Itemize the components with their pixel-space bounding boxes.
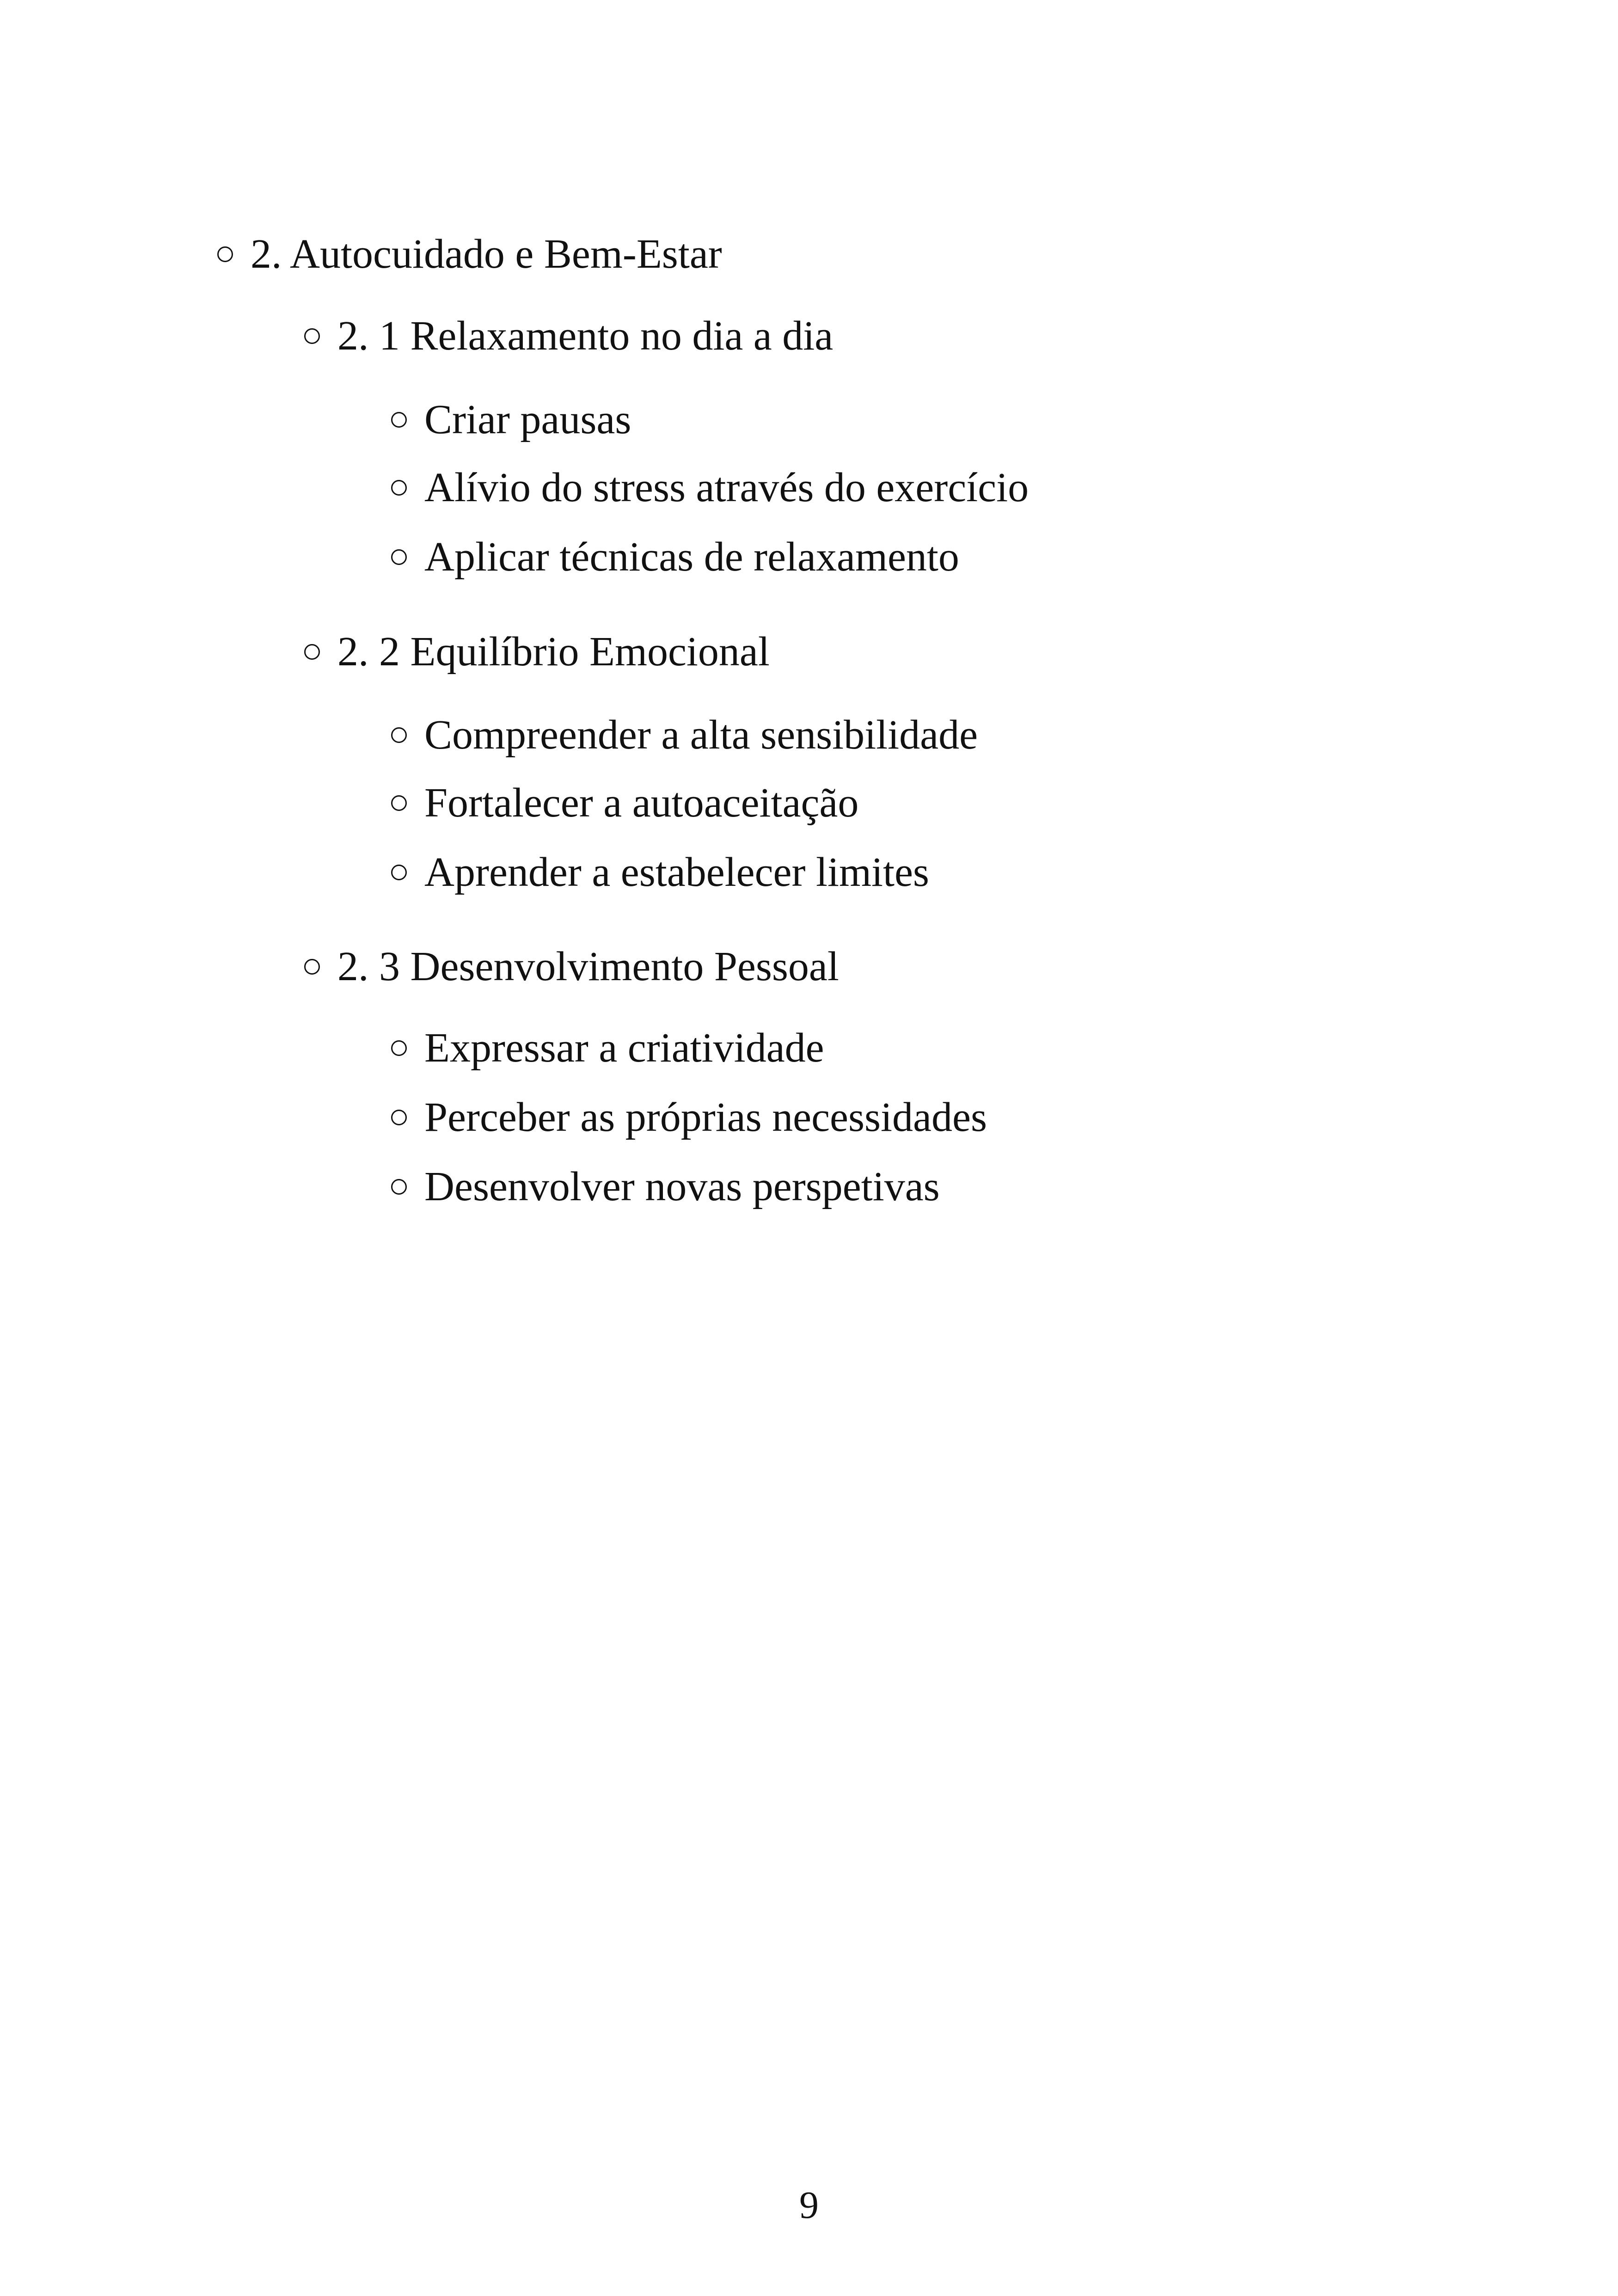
outline-section-label: 2. 2 Equilíbrio Emocional bbox=[337, 629, 770, 675]
outline-subitem-label: Perceber as próprias necessidades bbox=[424, 1094, 987, 1140]
circle-bullet-icon bbox=[391, 480, 407, 496]
outline-subitem bbox=[391, 1094, 987, 1140]
outline-subitem-label: Aplicar técnicas de relaxamento bbox=[424, 534, 959, 580]
circle-bullet-icon bbox=[391, 1040, 407, 1056]
circle-bullet-icon bbox=[304, 644, 320, 660]
outline-subitem-label: Fortalecer a autoaceitação bbox=[424, 780, 859, 826]
circle-bullet-icon bbox=[304, 959, 320, 975]
outline-section-label: 2. 1 Relaxamento no dia a dia bbox=[337, 313, 834, 359]
circle-bullet-icon bbox=[391, 1110, 407, 1125]
outline-section-label: 2. 3 Desenvolvimento Pessoal bbox=[337, 944, 839, 989]
outline-item-label: 2. Autocuidado e Bem-Estar bbox=[251, 231, 722, 277]
outline-subitem bbox=[391, 467, 1029, 509]
circle-bullet-icon bbox=[217, 246, 233, 262]
circle-bullet-icon bbox=[304, 328, 320, 344]
outline-subitem-label: Alívio do stress através do exercício bbox=[424, 465, 1029, 510]
outline-subitem-label: Compreender a alta sensibilidade bbox=[424, 712, 978, 758]
circle-bullet-icon bbox=[391, 727, 407, 743]
outline-section-heading bbox=[304, 315, 833, 357]
outline-subitem bbox=[391, 849, 929, 895]
outline-subitem bbox=[391, 714, 978, 756]
circle-bullet-icon bbox=[391, 795, 407, 811]
circle-bullet-icon bbox=[391, 865, 407, 880]
circle-bullet-icon bbox=[391, 1179, 407, 1195]
circle-bullet-icon bbox=[391, 549, 407, 565]
circle-bullet-icon bbox=[391, 412, 407, 428]
outline-subitem bbox=[391, 782, 858, 824]
outline-item-level-1 bbox=[217, 233, 722, 275]
outline-subitem bbox=[391, 1027, 824, 1069]
outline-subitem bbox=[391, 536, 959, 578]
outline-section-heading bbox=[304, 946, 839, 988]
outline-subitem bbox=[391, 399, 631, 441]
page-number: 9 bbox=[799, 2184, 819, 2227]
outline-subitem-label: Desenvolver novas perspetivas bbox=[424, 1164, 940, 1209]
outline-section-heading bbox=[304, 631, 770, 673]
outline-subitem-label: Expressar a criatividade bbox=[424, 1025, 824, 1071]
outline-subitem-label: Criar pausas bbox=[424, 397, 631, 442]
outline-subitem bbox=[391, 1166, 940, 1208]
outline-subitem-label: Aprender a estabelecer limites bbox=[424, 849, 929, 895]
